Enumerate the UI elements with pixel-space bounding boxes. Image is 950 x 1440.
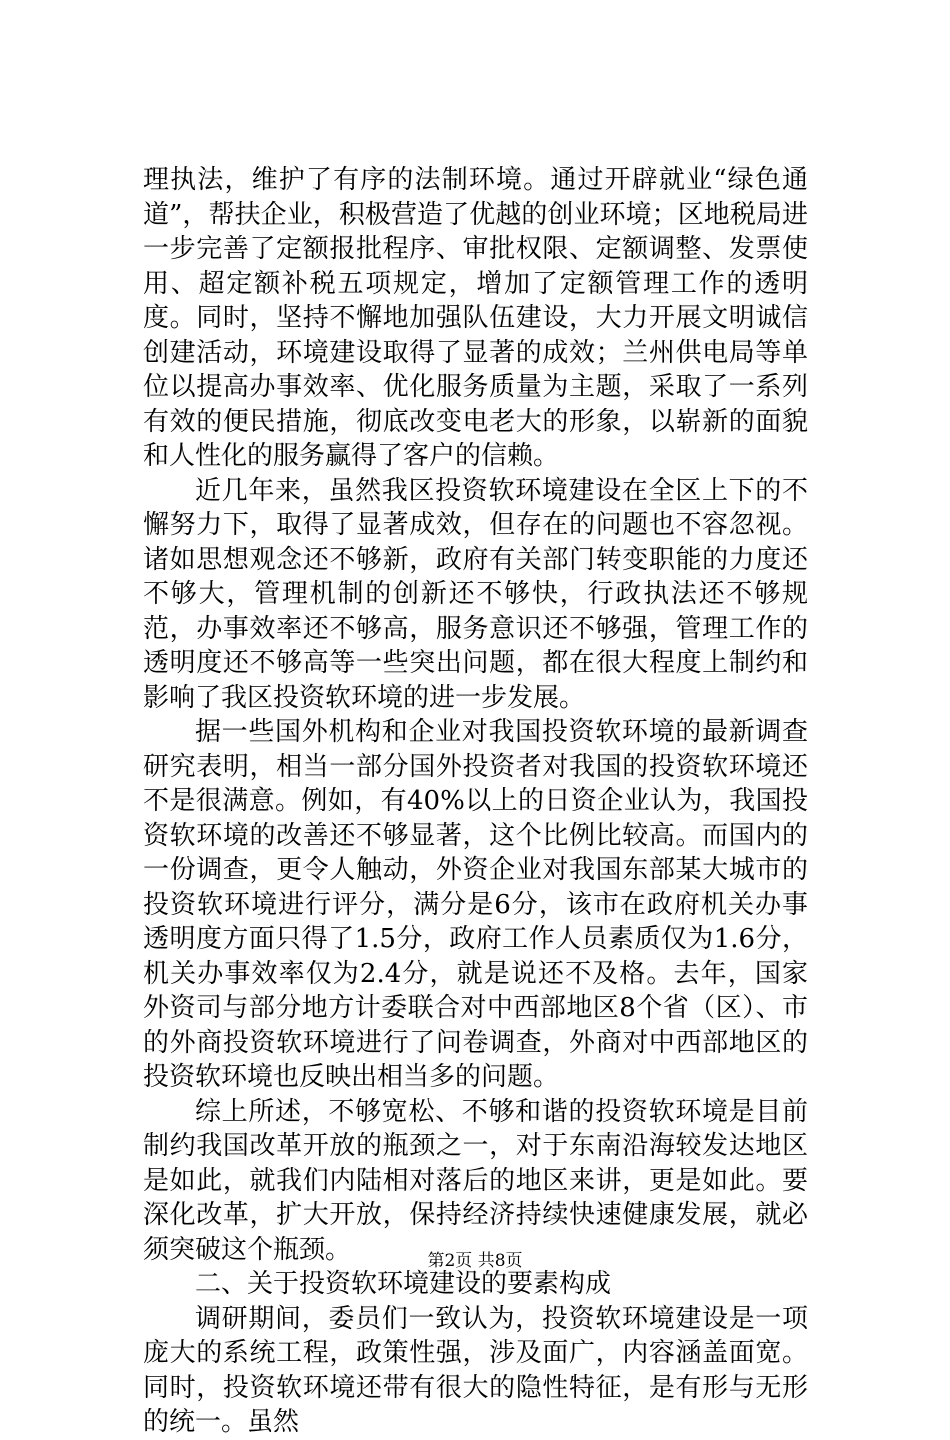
paragraph-survey: 据一些国外机构和企业对我国投资软环境的最新调查研究表明，相当一部分国外投资者对我国的投资软环境还不是很满意。例如，有40%以上的日资企业认为，我国投资软环境的改善还不够显著，这个比例比较高。而国内的一份调查，更令人触动，外资企业对我国东部某大城市的投资软环境进行评分，满分是6分，该市在政府机关办事透明度方面只得了1.5分，政府工作人员素质仅为1.6分，机关办事效率仅为2.4分，就是说还不及格。去年，国家外资司与部分地方计委联合对中西部地区8个省（区）、市的外商投资软环境进行了问卷调查，外商对中西部地区的投资软环境也反映出相当多的问题。 <box>143 717 808 1092</box>
paragraph-continuation: 理执法，维护了有序的法制环境。通过开辟就业“绿色通道”，帮扶企业，积极营造了优越的创业环境；区地税局进一步完善了定额报批程序、审批权限、定额调整、发票使用、超定额补税五项规定，增加了定额管理工作的透明度。同时，坚持不懈地加强队伍建设，大力开展文明诚信创建活动，环境建设取得了显著的成效；兰州供电局等单位以提高办事效率、优化服务质量为主题，采取了一系列有效的便民措施，彻底改变电老大的形象，以崭新的面貌和人性化的服务赢得了客户的信赖。 <box>143 165 808 471</box>
page-number-footer: 第2页 共8页 <box>427 1251 523 1271</box>
section-heading: 二、关于投资软环境建设的要素构成 <box>195 1269 612 1299</box>
paragraph-problems: 近几年来，虽然我区投资软环境建设在全区上下的不懈努力下，取得了显著成效，但存在的问题也不容忽视。诸如思想观念还不够新，政府有关部门转变职能的力度还不够大，管理机制的创新还不够快，行政执法还不够规范，办事效率还不够高，服务意识还不够强，管理工作的透明度还不够高等一些突出问题，都在很大程度上制约和影响了我区投资软环境的进一步发展。 <box>143 475 808 713</box>
paragraph-research: 调研期间，委员们一致认为，投资软环境建设是一项庞大的系统工程，政策性强，涉及面广，内容涵盖面宽。同时，投资软环境还带有很大的隐性特征，是有形与无形的统一。虽然 <box>143 1303 808 1437</box>
paragraph-summary: 综上所述，不够宽松、不够和谐的投资软环境是目前制约我国改革开放的瓶颈之一，对于东南沿海较发达地区是如此，就我们内陆相对落后的地区来讲，更是如此。要深化改革，扩大开放，保持经济持续快速健康发展，就必须突破这个瓶颈。 <box>143 1096 808 1265</box>
